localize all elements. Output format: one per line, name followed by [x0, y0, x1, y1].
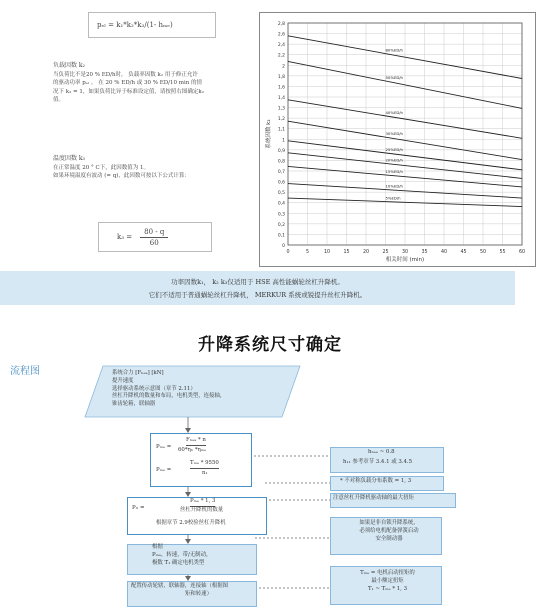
y-tick-label: 2: [282, 64, 285, 70]
y-tick-label: 2,4: [277, 43, 285, 49]
x-tick-label: 60: [518, 250, 526, 255]
applicability-line-1: 功率因数k₁， k₂ k₃仅适用于 HSE 高性能蜗轮丝杠升降机。: [171, 278, 344, 286]
x-tick-label: 10: [323, 250, 331, 255]
efficiency-note-a: hₕₑₑ ~ 0.8: [368, 449, 395, 455]
input-line: 丝杠升降机的数量和布局，电机类型，连接轴，: [112, 393, 226, 400]
load-factor-title: 负载因数 k₂: [53, 62, 85, 69]
input-line: 锥齿轮箱，联轴器: [112, 401, 156, 408]
input-line: 提升速度: [112, 377, 134, 384]
prel-formula: pₑₗ = k₁*k₂*k₃/(1- hₘₑ): [97, 21, 173, 29]
temp-factor-line: 在正常温度 20 ° C下，此因数值为 1。: [53, 164, 149, 171]
x-tick-label: 20: [362, 250, 370, 255]
input-text: [112, 370, 292, 409]
y-tick-label: 1,1: [277, 127, 285, 133]
series-label: 15%ED/h: [385, 168, 403, 174]
section-heading: 升降系统尺寸确定: [198, 335, 342, 355]
y-tick-label: 0,7: [277, 170, 285, 175]
series-label: 50%ED/h: [385, 74, 403, 80]
y-tick-label: 0,8: [277, 159, 285, 165]
start-torque-line: T₁ ~ Tₘₑ * 1, 3: [367, 585, 408, 592]
lift-calc-check: 根据章节 2.9校验丝杠升降机: [156, 520, 226, 526]
power-calc-num2: Tₘₑ * 9550: [190, 460, 219, 469]
series-label: 80%ED/h: [385, 47, 403, 53]
y-tick-label: 2,8: [277, 22, 285, 27]
power-calc-den2: n₁: [202, 470, 208, 476]
x-axis-label: 相关时间 (min): [385, 257, 425, 263]
y-tick-label: 0,9: [277, 148, 285, 154]
efficiency-note-b: h₁₁ 参考章节 3.4.1 或 3.4.5: [343, 459, 413, 465]
load-factor-line: 的驱动功率 pₑₗ 。 在 20 % ED/h 或 30 % ED/10 min 的情: [53, 80, 203, 87]
x-tick-label: 35: [421, 250, 428, 255]
power-calc-a: Pₘₑ =: [156, 444, 172, 450]
power-calc-d: Pₘₑ =: [156, 467, 172, 473]
flowchart-label: 流程图: [10, 366, 40, 377]
start-torque-line: Tₘₑ = 电机启动扭矩的: [360, 570, 415, 576]
motor-line: 极数 T₁ 确定电机类型: [152, 559, 205, 566]
y-tick-label: 0,2: [277, 222, 285, 228]
power-calc-den: 60*ηₕ *ηₘₑ: [178, 447, 207, 453]
motor-line: 根据: [152, 544, 163, 550]
x-tick-label: 30: [401, 250, 409, 255]
max-torque-note: 注意丝杠升降机驱动轴的最大扭矩: [333, 495, 414, 501]
lift-calc-a: Pₗₗ =: [132, 505, 145, 511]
final-line: 矩和转速）: [185, 590, 212, 597]
y-tick-label: 1,6: [277, 85, 285, 91]
load-factor-line: 况下 k₂ = 1，如果负荷比异于标准设定值，请按照右图确定k₂: [53, 88, 204, 95]
motor-line: Pₘₑ，转速，带/无制动，: [152, 551, 212, 558]
y-tick-label: 0,6: [277, 180, 285, 186]
temp-factor-title: 温度因数 k₃: [53, 155, 85, 162]
series-label: 30%ED/h: [385, 131, 403, 137]
y-tick-label: 0,5: [277, 191, 285, 197]
x-tick-label: 5: [305, 250, 310, 255]
x-tick-label: 15: [343, 250, 350, 255]
y-tick-label: 1,3: [277, 106, 285, 112]
load-factor-line: 值。: [53, 97, 65, 104]
k3-numerator: 80 - q: [140, 227, 168, 238]
y-tick-label: 0,3: [277, 212, 285, 218]
start-torque-line: 最小额定扭矩: [371, 577, 404, 584]
asymmetric-load-note: * 不对称负载分布系数 = 1, 3: [340, 478, 412, 484]
load-factor-line: 当负荷比不是20 % ED/h时， 负载率因数 k₂ 用于修正允许: [53, 71, 198, 78]
y-tick-label: 2,2: [277, 53, 285, 59]
y-tick-label: 1,2: [277, 117, 285, 123]
series-label: 5%ED/h: [385, 195, 401, 201]
start-torque-note: [340, 570, 435, 593]
applicability-line-2: 它们不适用于普通蜗轮丝杠升降机， MERKUR 系统或锐提升丝杠升降机。: [148, 291, 367, 299]
input-line: 选择驱动系统示意图（章节 2.11）: [112, 385, 196, 392]
k3-denominator: 60: [149, 238, 159, 247]
temp-factor-line: 如果环境温度有波动 (= q)，此因数可按以下公式计算：: [53, 173, 190, 180]
y-axis-label: 系统因数 k₂: [266, 119, 272, 149]
series-label: 20%ED/h: [385, 157, 403, 163]
y-tick-label: 0: [282, 244, 285, 249]
x-tick-label: 50: [479, 250, 487, 255]
lift-calc-num: Pₘₑ * 1, 3: [190, 498, 215, 507]
safety-brake-line: 如果是非自锁升降系统，: [359, 520, 419, 526]
lift-calc-den: 丝杠升降机的数量: [180, 507, 224, 513]
series-label: 25%ED/h: [385, 146, 403, 152]
x-tick-label: 40: [440, 250, 448, 255]
safety-brake-note: [344, 520, 434, 543]
y-tick-label: 1,8: [277, 74, 285, 80]
y-tick-label: 0,4: [277, 201, 285, 207]
safety-brake-line: 安全制动器: [375, 535, 403, 542]
y-tick-label: 1: [282, 138, 285, 144]
y-tick-label: 0,1: [277, 233, 285, 239]
safety-brake-line: 必须给电机配备弹簧启动: [359, 527, 419, 534]
x-tick-label: 55: [499, 250, 506, 255]
power-calc-num: Fₕₑₐ * n: [186, 437, 206, 446]
y-tick-label: 2,6: [277, 32, 285, 38]
series-label: 40%ED/h: [385, 109, 403, 115]
y-tick-label: 1,4: [277, 96, 285, 101]
k3-label: k₃ =: [117, 233, 133, 241]
series-label: 10%ED/h: [385, 183, 403, 189]
input-line: 系统合力 [Fₕₑₐ] [kN]: [112, 370, 164, 376]
final-text: [131, 583, 228, 599]
final-line: 配置传动轮辖，联轴器，连接轴（根据图: [131, 583, 229, 589]
x-tick-label: 25: [382, 250, 389, 255]
motor-text: [152, 544, 211, 567]
x-tick-label: 0: [286, 250, 290, 255]
x-tick-label: 45: [460, 250, 467, 255]
